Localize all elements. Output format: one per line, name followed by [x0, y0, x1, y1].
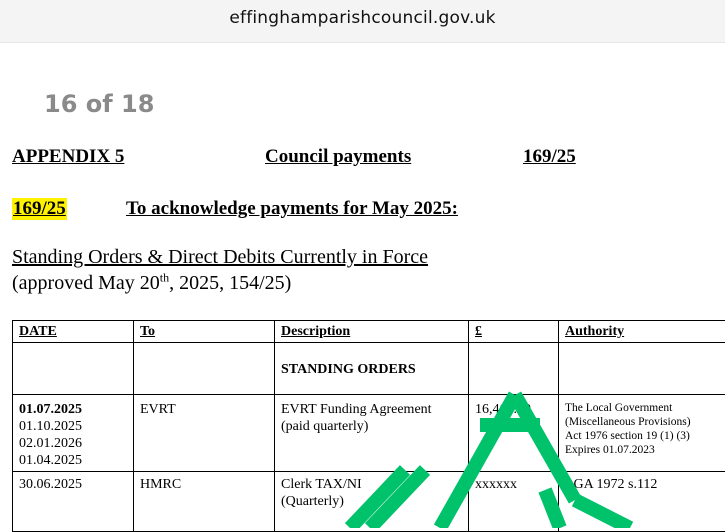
cell-amount: xxxxxx — [469, 472, 559, 532]
table-cell — [13, 343, 134, 395]
description-line: Clerk TAX/NI — [281, 476, 462, 493]
appendix-label: APPENDIX 5 — [12, 146, 124, 168]
table-row — [13, 395, 725, 472]
date-item: 01.04.2025 — [19, 452, 127, 469]
subtitle-prefix: (approved May 20 — [12, 272, 160, 294]
cell-dates — [13, 395, 134, 472]
document-title: Council payments — [265, 146, 411, 168]
description-line: (paid quarterly) — [281, 418, 462, 435]
date-main: 01.07.2025 — [19, 401, 127, 418]
cell-description — [275, 395, 469, 472]
highlighted-reference: 169/25 — [12, 198, 67, 220]
date-item: 01.10.2025 — [19, 418, 127, 435]
page-indicator: 16 of 18 — [44, 90, 154, 118]
authority-line: Act 1976 section 19 (1) (3) — [565, 429, 725, 443]
table-cell — [559, 343, 725, 395]
payments-table — [12, 320, 725, 532]
agenda-item-heading — [0, 198, 725, 224]
description-line: EVRT Funding Agreement — [281, 401, 462, 418]
description-line: (Quarterly) — [281, 493, 462, 510]
cell-authority: LGA 1972 s.112 — [559, 472, 725, 532]
cell-to: HMRC — [134, 472, 275, 532]
cell-to: EVRT — [134, 395, 275, 472]
section-label-standing-orders: STANDING ORDERS — [275, 343, 469, 395]
header-amount: £ — [469, 321, 559, 343]
subtitle-suffix: , 2025, 154/25) — [169, 272, 291, 294]
table-cell — [469, 343, 559, 395]
header-authority: Authority — [559, 321, 725, 343]
table-row — [13, 472, 725, 532]
minute-reference: 169/25 — [523, 146, 576, 168]
table-header-row — [13, 321, 725, 343]
header-date: DATE — [13, 321, 134, 343]
section-subtitle — [12, 272, 291, 295]
agenda-item-title: To acknowledge payments for May 2025: — [126, 198, 458, 220]
appendix-heading — [0, 146, 725, 172]
header-to: To — [134, 321, 275, 343]
cell-description — [275, 472, 469, 532]
section-title: Standing Orders & Direct Debits Currently in Force — [12, 246, 428, 269]
subtitle-superscript: th — [160, 270, 169, 284]
cell-authority — [559, 395, 725, 472]
browser-url-bar[interactable] — [0, 0, 725, 43]
table-cell — [134, 343, 275, 395]
cell-date: 30.06.2025 — [13, 472, 134, 532]
url-text[interactable]: effinghamparishcouncil.gov.uk — [0, 8, 725, 28]
table-section-row — [13, 343, 725, 395]
header-description: Description — [275, 321, 469, 343]
date-item: 02.01.2026 — [19, 435, 127, 452]
authority-line: (Miscellaneous Provisions) — [565, 415, 725, 429]
authority-line: Expires 01.07.2023 — [565, 443, 725, 457]
cell-amount: 16,467.50 — [469, 395, 559, 472]
authority-line: The Local Government — [565, 401, 725, 415]
